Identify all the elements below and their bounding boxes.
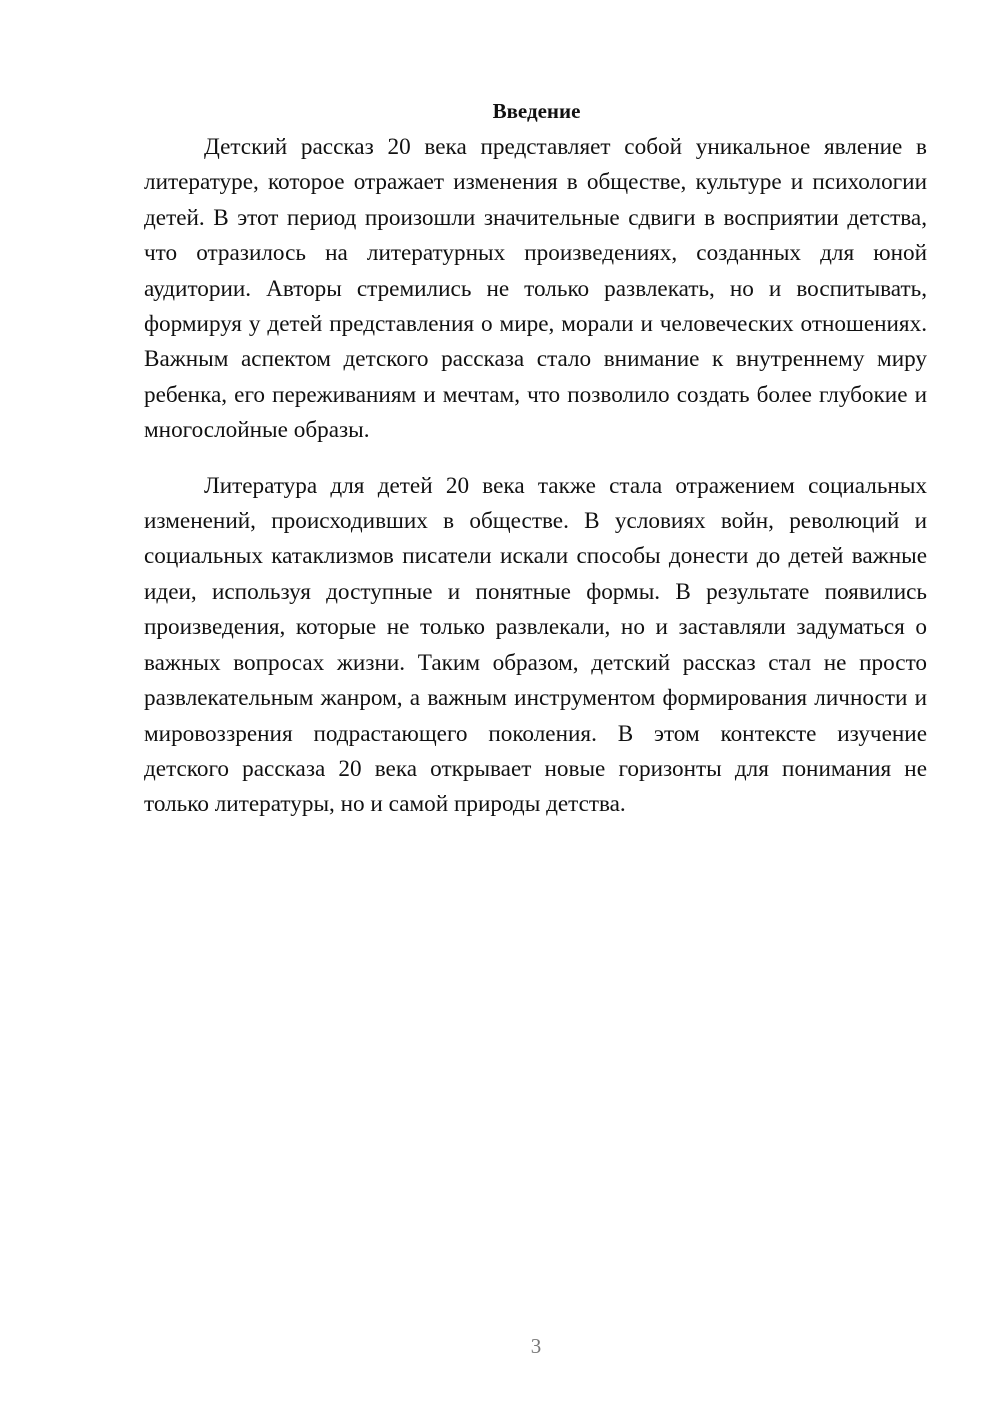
paragraph-1: Детский рассказ 20 века представляет собой уникальное явление в литературе, которое отражает изменения в обществе, культуре и психологии детей. В этот период произошли значительные сдвиги в восприятии детства, что отразилось на литературных произведениях, созданных для юной аудитории. Авторы стремились не только развлекать, но и воспитывать, формируя у детей представления о мире, морали и человеческих отношениях. Важным аспектом детского рассказа стало внимание к внутреннему миру ребенка, его переживаниям и мечтам, что позволило создать более глубокие и многослойные образы. [144, 134, 927, 444]
paragraph-2: Литература для детей 20 века также стала отражением социальных изменений, происходивших в обществе. В условиях войн, революций и социальных катаклизмов писатели искали способы донести до детей важные идеи, используя доступные и понятные формы. В результате появились произведения, которые не только развлекали, но и заставляли задуматься о важных вопросах жизни. Таким образом, детский рассказ стал не просто развлекательным жанром, а важным инструментом формирования личности и мировоззрения подрастающего поколения. В этом контексте изучение детского рассказа 20 века открывает новые горизонты для понимания не только литературы, но и самой природы детства. [144, 472, 927, 818]
section-heading: Введение [492, 99, 581, 123]
page-number: 3 [530, 1334, 542, 1358]
page-content [144, 96, 927, 823]
